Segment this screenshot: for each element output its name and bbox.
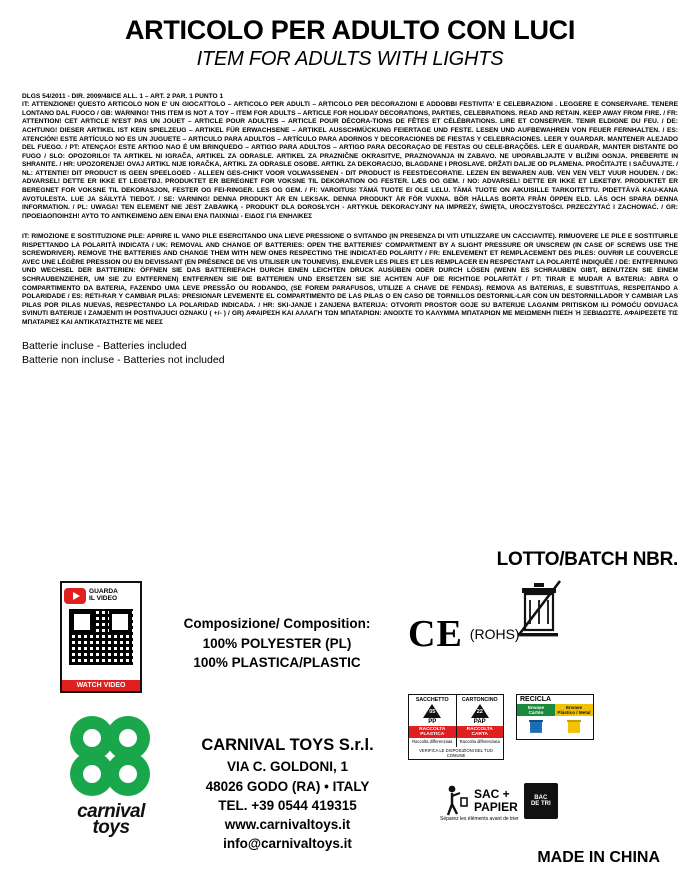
recycling-left-title: SACCHETTO [415,697,449,703]
recicla-left-label-1: Envase [527,705,545,710]
recicla-cell-carton [517,704,555,736]
watch-video-label: WATCH VIDEO [62,680,140,691]
rohs-label: (ROHS) [469,626,520,642]
label-page [0,16,700,885]
person-throwing-litter-icon [440,784,468,818]
carnival-toys-wordmark: carnival toys [77,801,145,839]
recycling-col-plastic [409,695,457,751]
recycling-left-code: PP [428,719,437,725]
company-tel: TEL. +39 0544 419315 [218,797,357,813]
composition-title: Composizione/ Composition: [183,616,371,631]
batch-number-label: LOTTO/BATCH NBR. [496,549,678,570]
recycling-left-band2: Raccolta differenziata [412,739,453,744]
norm-section [18,93,682,221]
bac-de-tri-icon [524,783,558,819]
qr-top-label-1: GUARDA [89,587,118,595]
weee-bin-icon [516,578,562,640]
batteries-info [22,340,678,368]
composition-material-2: 100% PLASTICA/PLASTIC [193,655,361,671]
bac-label-2: DE TRI [530,801,551,807]
batteries-not-included-line: Batterie non incluse - Batteries not included [22,354,225,367]
recycling-left-number: 05 [429,709,436,715]
company-address: VIA C. GOLDONI, 1 [226,759,348,775]
recycling-col-paper [457,695,504,751]
company-email[interactable]: info@carnivaltoys.it [223,836,352,852]
recicla-cell-plastic [555,704,593,736]
company-city: 48026 GODO (RA) • ITALY [205,778,370,794]
recycling-right-band: RACCOLTA CARTA [457,726,504,738]
recycling-triangle-icon [423,704,441,718]
warning-text: IT: ATTENZIONE! QUESTO ARTICOLO NON E' UN GIOCATTOLO – ARTICOLO PER ADULTI – ARTICOLO PER DECORAZIONI E ADDOBBI FESTIVITA' E CELEBRAZIONI . LEGGERE E CONSERVARE. TENERE LONTANO DAL FUOCO / GB: WARNING! THIS ITEM IS NOT A TOY – ITEM FOR ADULTS – ARTICLE FOR HOLIDAY DECORATIONS, PARTIES, CELEBRATIONS. READ AND RETAIN. KEEP AWAY FROM FIRE. / FR: ATTENTION! CET ARTICLE N'EST PAS UN JOUET – ARTICLE POUR ADULTES – ARTICLE POUR DÉCORA-TIONS DE FÊTES ET CÉLÉBRATIONS. LIRE ET CONSERVER. TENIR ELDIGNE DU FEU. / DE: ACHTUNG! DIESER ARTIKEL IST KEIN SPIELZEUG – ARTIKEL FÜR ERWACHSENE – ARTIKEL AUSSCHMÜCKUNG FEIERTAGE UND FESTE. LESEN UND AUFBEWAHREN VON FEUER FERNHALTEN. / ES: ATENCIÓN! ESTE ARTÍCULO NO ES UN JUGUETE – ARTICULO PARA ADULTOS – ARTÍCULO PARA ADORNOS Y DECORACIONES DE FIESTAS Y CELEBRACIONES. LEER Y GUARDAR. MANTENER ALEJADO DEL FUEGO. / PT: ATENÇAO! ESTE ARTIGO NAO É UM BRINQUEDO – ARTIGO PARA ADULTOS – ARTIGO PARA DECORAÇAO DE FESTAS OU CELE-BRAÇÕES. LER E GUARDAR, MANTER DISTANTE DO FUGO / SLO: OPOZORILO! TA ARTIKEL NI IGRAČA, ARTIKEL ZA ODRASLE. ARTIKEL ZA PRAZNIČNE OKRASITVE, PRAZNOVANJA IN ZABAVO. NE UPORABLJAJTE V BLIŽINI OGNJA. PREBERITE IN SHRANITE. / HR: UPOZORENJE! OVAJ ARTIKL NIJE IGRAČKA, ARTIKL ZA ODRASLE OSOBE. ARTIKL ZA DEKORACIJO, BLAGDANE I PROSLAVE. DRŽATI DALJE OD PLAMENA. PROČITAJTE I SAČUVAJTE. / NL: ATTENTIE! DIT PRODUCT IS GEEN SPEELGOED - ALLEEN GES-CHIKT VOOR VOLWASSENEN - DIT PRODUCT IS FEESTDECORATIE. LEZEN EN BEWAREN AUB. VEN VEN VELT VUUR HOUDEN. / DK: ADVARSEL! DETTE ER IKKE ET LEGETØJ. PRODUKTET ER BEREGNET FOR VOKSNE TIL DEKORATION OG FESTER. LÆS OG GEM. / NO: ADVARSEL! DETTE ER IKKE ET LEKETØY. PRODUKTET ER BEREGNET FOR VOKSNE TIL DEKORASJON, FESTER OG FEI-RINGER. LES OG GEM. / FI: VAROITUS! TÄMÄ TUOTE EI OLE LELU. TÄMÄ TUOTE ON AIKUISILLE TARKOITETTU. PIDETTÄVÄ KAU-KANA AVOTULESTA. LUE JA SÄILYTÄ TIEDOT. / SE: VARNING! DENNA PRODUKT ÄR EN LEKSAK. DENNA PRODUKT ÄR FÖR VUXNA. BÖR HÅLLAS BORTA FRÅN ÖPPEN ELD. LÄS OCH SPARA DENNA INFORMATION. / PL: UWAGA! TEN ELEMENT NIE JEST ZABAWKĄ - PRODUKT DLA DOROSŁYCH - ARTYKUŁ DEKORACYJNY NA IMPREZY, ŚWIĘTA, UROCZYSTOŚCI. PRZECZYTAĆ I ZACHOWAĆ. / GR: ΠΡΟΕΙΔΟΠΟΙΗΣΗ! ΑΥΤΟ ΤΟ ΑΝΤΙΚΕΙΜΕΝΟ ΔΕΝ ΕΙΝΑΙ ΕΝΑ ΠΑΙΧΝΙΔΙ - ΕΙΔΟΣ ΓΙΑ ΕΝΗΛΙΚΕΣ [22,101,678,220]
battery-instructions-text: IT: RIMOZIONE E SOSTITUZIONE PILE: APRIRE IL VANO PILE ESERCITANDO UNA LIEVE PRESSIONE O SVITANDO (IN PRESENZA DI VITI UTILIZZARE UN CACCIAVITE). RIMUOVERE LE PILE E SOSTITUIRLE RISPETTANDO LA POLARITÀ INDICATA / UK: REMOVAL AND CHANGE OF BATTERIES: OPEN THE BATTERIES' COMPARTMENT BY A SLIGHT PRESSURE OR UNSCREW (IN CASE OF SCREWS USE THE SCREWDRIVER). REMOVE THE BATTERIES AND CHANGE THEM WITH NEW ONES RESPECTING THE INDICAT-ED POLARITY / FR: ENLEVEMENT ET REMPLACEMENT DES PILES: OUVRIR LE COUVERCLE AVEC UNE LÉGÈRE PRESSION OU EN DEVISSANT (EN PRÉSENCE DE VIS UTILISER UN TOUNEVIS). ENLEVER LES PILES ET LES REMPLACER EN RESPECTANT LA POLARITÉ INDIQUÉE / DE: ENTFERNUNG UND WECHSEL DER BATTERIEN: ÖFFNEN SIE DAS BATTERIEFACH DURCH EINEN LEICHTEN DRUCK AUSÜBEN ODER DURCH LÖSEN (WENN ES SCHRAUBEN GIBT, BENUTZEN SIE EINEM SCHRAUBENZIEHER, UM SIE ZU ENTFERNEN) ENTFERNEN SIE DIE BATTERIEN UND ERSETZEN SIE SIE ACHTEN AUF DIE RICHTIGE POLARITÄT / PT: TIRAR E MUDAR A BATERIA: ABRA O COMPARTIMENTO DA BATERIA, FAZENDO UMA LEVE PRESSÃO OU RODANDO, (SE FOREM PARAFUSOS, UTILIZE A CHAVE DE FENDAS). REMOVA AS BATERIAS, E SUBSTITUAS, RESPEITANDO A POLARIDADE / ES: RETI-RAR Y CAMBIAR PILAS: PRESIONAR LEVEMENTE EL COMPARTIMENTO DE LAS PILAS O EN CASO DE TORNILLOS DESTORNIL-LAR CON UN DESTORNILLADOR Y CAMBIAR LAS PILAS POR PILAS NUEVAS, RESPECTANDO LA POLARIDAD INDICADA. / HR: SKI-JANJE I ZANJENA BATERIJA: OTVORITI PROSTOR GOJE SU BATERIJE LAGANIM PRITISKOM ILI POMOĆU ODVIJACA SVINUTI BATERIJE I ZAMJENITI IH POSTIVAJUCI OZNAKU ( +/- ) / GR) ΑΦΑΙΡΕΣΗ ΚΑΙ ΑΛΛΑΓΗ ΤΩΝ ΜΠΑΤΑΡΙΩΝ: ΑΝΟΙΧΤΕ ΤΟ ΚΑΛΥΜΜΑ ΜΠΑΤΑΡΙΩΝ ΜΕ ΜΕΙΩΜΕΝΗ ΠΙΕΣΗ Ή ΞΕΒΙΔΩΣΤΕ. ΑΦΑΙΡΕΣΕΤΕ ΤΙΣ ΜΠΑΤΑΡΙΕΣ ΚΑΙ ΑΝΤΙΚΑΤΑΣΤΗΣΤΕ ΜΕ ΝΕΕΣ [22,233,678,326]
company-website[interactable]: www.carnivaltoys.it [224,816,351,832]
recicla-left-label-2: Cartón [528,710,544,716]
norm-heading: DLGS 54/2011 - DIR. 2009/48/CE ALL. 1 – ART. 2 PAR. 1 PUNTO 1 [22,93,224,101]
page-title-it: ARTICOLO PER ADULTO CON LUCI [124,15,576,45]
recicla-right-label-1: Envase [565,705,583,710]
bac-label-1: BAC [534,795,548,801]
sac-note: Séparez les éléments avant de trier [440,816,519,822]
play-icon [64,588,86,604]
sac-papier-block [440,776,600,826]
batteries-included-line: Batterie incluse - Batteries included [22,340,187,353]
recycling-right-title: CARTONCINO [461,697,498,703]
recycling-codes-box [408,694,504,752]
page-title-en: ITEM FOR ADULTS WITH LIGHTS [196,48,504,71]
sac-label-2: PAPIER [474,800,518,814]
company-info [170,734,405,853]
watch-video-qr-badge[interactable] [60,581,142,693]
ce-icon: CE [408,613,463,655]
qr-code-icon[interactable] [69,609,133,665]
sac-label-1: SAC + [474,787,510,802]
recicla-right-label-2: Plástico / Metal [557,710,591,716]
ce-mark-block [408,612,520,656]
made-in-label: MADE IN CHINA [537,849,660,866]
carnival-toys-clover-logo [62,708,158,804]
recycle-bin-icon-yellow [564,718,584,736]
recycle-bin-icon-blue [526,718,546,736]
recicla-box [516,694,594,740]
composition-block [172,614,382,673]
recycling-right-code: PAP [473,719,486,725]
qr-badge-header [62,583,140,609]
recycling-left-band: RACCOLTA PLASTICA [409,726,456,738]
composition-material-1: 100% POLYESTER (PL) [202,635,352,651]
qr-top-label-2: IL VIDEO [89,594,118,602]
company-name: CARNIVAL TOYS S.r.l. [201,736,374,754]
recycling-note: VERIFICA LE DISPOSIZIONI DEL TUO COMUNE [408,747,504,760]
recicla-title: RECICLA [520,696,552,703]
recycling-right-band2: Raccolta differenziata [459,739,500,744]
recycling-right-number: 22 [476,709,483,715]
recycling-triangle-icon-2 [471,704,489,718]
